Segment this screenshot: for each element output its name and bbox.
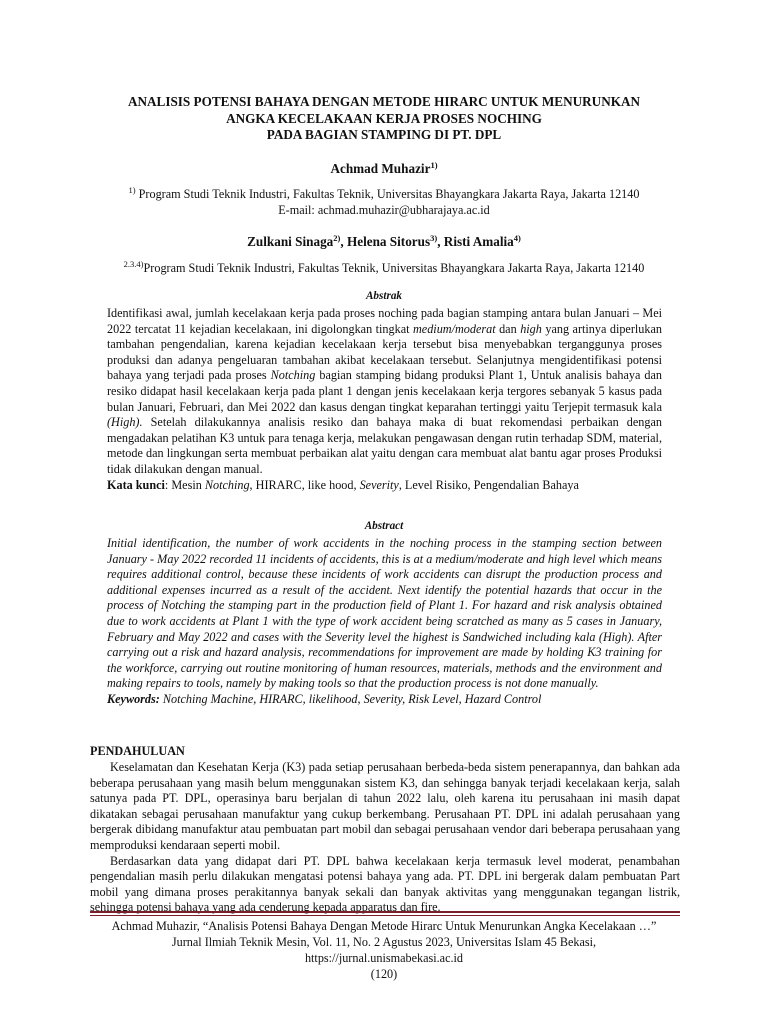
footer-rule-thick [90, 911, 680, 913]
affiliation-superscript: 2.3.4) [123, 259, 144, 269]
kata-kunci [107, 478, 662, 494]
kata-kunci-text: : Mesin [164, 477, 205, 492]
co-author-superscript: 4) [513, 233, 521, 243]
co-author-superscript: 3) [430, 233, 438, 243]
abstrak-emphasis: medium/moderat [413, 321, 496, 336]
abstrak-emphasis: Notching [270, 368, 316, 383]
citation-line: Jurnal Ilmiah Teknik Mesin, Vol. 11, No. 2 Agustus 2023, Universitas Islam 45 Bekasi, [171, 935, 597, 949]
affiliation-secondary [0, 260, 768, 276]
section-heading-pendahuluan: PENDAHULUAN [90, 744, 185, 758]
affiliation-line [0, 260, 768, 276]
kata-kunci-emphasis: Severity [359, 477, 399, 492]
author-name: Achmad Muhazir [330, 161, 431, 176]
affiliation-line [0, 186, 768, 202]
abstract-heading: Abstract [364, 520, 404, 532]
co-author-name: Risti Amalia [443, 234, 514, 249]
paragraph: Keselamatan dan Kesehatan Kerja (K3) pada setiap perusahaan berbeda-beda sistem penerapannya, dan bahkan ada beberapa perusahaan yang masih belum menggunakan sistem K3, dan sehingga banyak terjadi kecelakaan kerja, salah satunya pada PT. DPL, operasinya baru berjalan di tahun 2022 lalu, oleh karena itu perusahaan ini masih dapat dikatakan sebagai perusahaan manufaktur yang cukup berkembang. Perusahaan PT. DPL ini adalah perusahaan yang bergerak dibidang manufaktur atau pembuatan part mobil dan sebagai perusahaan vendor dari beberapa perusahaan yang memproduksi kendaraan seperti mobil. [90, 760, 680, 852]
co-author-name: Helena Sitorus [346, 234, 431, 249]
page-number: (120) [370, 967, 398, 981]
abstrak-text: bagian stamping bidang produksi Plant 1, Untuk analisis bahaya dan resiko didapat hasil kecelakaan kerja pada plant 1 dengan jenis kecelakaan kerja tergores sebanyak 5 kasus pada bulan Januari, Februari, dan Mei 2022 dan kasus dengan tingkat keparahan tertinggi yaitu Terjepit termasuk kala [107, 368, 663, 414]
kata-kunci-emphasis: Notching [204, 477, 250, 492]
citation-footer [0, 918, 768, 982]
affiliation-superscript: 1) [128, 185, 136, 195]
affiliation-text: Program Studi Teknik Industri, Fakultas Teknik, Universitas Bhayangkara Jakarta Raya, Jakarta 12140 [143, 261, 645, 275]
abstrak-heading: Abstrak [365, 290, 403, 302]
pendahuluan-body [90, 760, 680, 916]
co-author-name: Zulkani Sinaga [247, 234, 334, 249]
title-line: ANGKA KECELAKAAN KERJA PROSES NOCHING [226, 110, 542, 126]
keywords-label: Keywords: [107, 691, 160, 706]
kata-kunci-text: , HIRARC, like hood, [249, 477, 360, 492]
abstract-body [107, 536, 662, 708]
co-author-superscript: 2) [333, 233, 341, 243]
paragraph: Berdasarkan data yang didapat dari PT. DPL bahwa kecelakaan kerja termasuk level moderat, penambahan pengendalian masih perlu dilakukan mengatasi potensi bahaya yang ada. PT. DPL ini bergerak dalam pembuatan Part mobil yang dimana proses perakitannya banyak sekali dan banyak aktivitas yang menggunakan tegangan listrik, sehingga potensi bahaya yang ada cenderung kepada apparatus dan fire. [90, 853, 680, 915]
abstract-text: Initial identification, the number of work accidents in the noching process in the stamping section between January - May 2022 recorded 11 incidents of accidents, this is at a medium/moderate and high level which means requires additional control, because these incidents of work accidents can disrupt the production process and additional expenses incurred as a result of the accident. Next identify the potential hazards that occur in the process of Notching the stamping part in the production field of Plant 1. For hazard and risk analysis obtained due to work accidents at Plant 1 with the type of work accident being scratched as many as 5 cases in January, February and May 2022 and cases with the Severity level the highest is Sandwiched including kala (High). After carrying out a risk and hazard analysis, recommendations for improvement are made by holding K3 training for the workforce, carrying out routine monitoring of human resources, materials, methods and the environment and making repairs to tools, namely by making tools so that the production process is not done manually. [107, 536, 662, 691]
journal-url: https://jurnal.unismabekasi.ac.id [304, 951, 464, 965]
citation-line: Achmad Muhazir, “Analisis Potensi Bahaya Dengan Metode Hirarc Untuk Menurunkan Angka Kecelakaan …” [111, 919, 657, 933]
kata-kunci-label: Kata kunci [107, 477, 165, 492]
affiliation-primary [0, 186, 768, 218]
author-email: E-mail: achmad.muhazir@ubharajaya.ac.id [278, 203, 490, 217]
kata-kunci-text: , Level Risiko, Pengendalian Bahaya [398, 477, 579, 492]
keywords [107, 692, 662, 708]
author-superscript: 1) [430, 160, 438, 170]
abstrak-emphasis: (High). [107, 415, 143, 430]
abstrak-body [107, 306, 662, 493]
title-line: PADA BAGIAN STAMPING DI PT. DPL [266, 127, 502, 142]
keywords-text: Notching Machine, HIRARC, likelihood, Severity, Risk Level, Hazard Control [159, 691, 542, 706]
paper-title [60, 94, 708, 144]
abstrak-text: Identifikasi awal, jumlah kecelakaan kerja pada proses noching pada bagian stamping antara bulan Januari – Mei 2022 tercatat 11 kejadian kecelakaan, ini digolongkan tingkat [107, 306, 662, 336]
author-separator: , [340, 234, 347, 249]
abstrak-text: dan [495, 321, 521, 336]
title-line: ANALISIS POTENSI BAHAYA DENGAN METODE HIRARC UNTUK MENURUNKAN [127, 94, 641, 109]
affiliation-text: Program Studi Teknik Industri, Fakultas Teknik, Universitas Bhayangkara Jakarta Raya, Jakarta 12140 [135, 187, 640, 201]
author-separator: , [437, 234, 444, 249]
abstrak-emphasis: high [520, 321, 542, 336]
co-authors [0, 234, 768, 250]
footer-rule-thin [90, 915, 680, 916]
primary-author [0, 161, 768, 177]
abstrak-text: yang artinya diperlukan tambahan pengendalian, karena kejadian kecelakaan kerja tersebut bisa menyebabkan terganggunya proses produksi dan adanya pengeluaran tambahan akibat kecelakaan tersebut. Selanjutnya mengidentifikasi potensi bahaya yang terjadi pada proses [107, 321, 662, 383]
abstrak-text: Setelah dilakukannya analisis resiko dan bahaya maka di buat rekomendasi perbaikan dengan mengadakan pelatihan K3 untuk para tenaga kerja, melakukan pengawasan dengan rutin terhadap SDM, material, metode dan lingkungan serta membuat perbaikan alat yaitu dengan cara membuat alat bantu agar proses Produksi tidak dilakukan dengan manual. [107, 415, 662, 476]
